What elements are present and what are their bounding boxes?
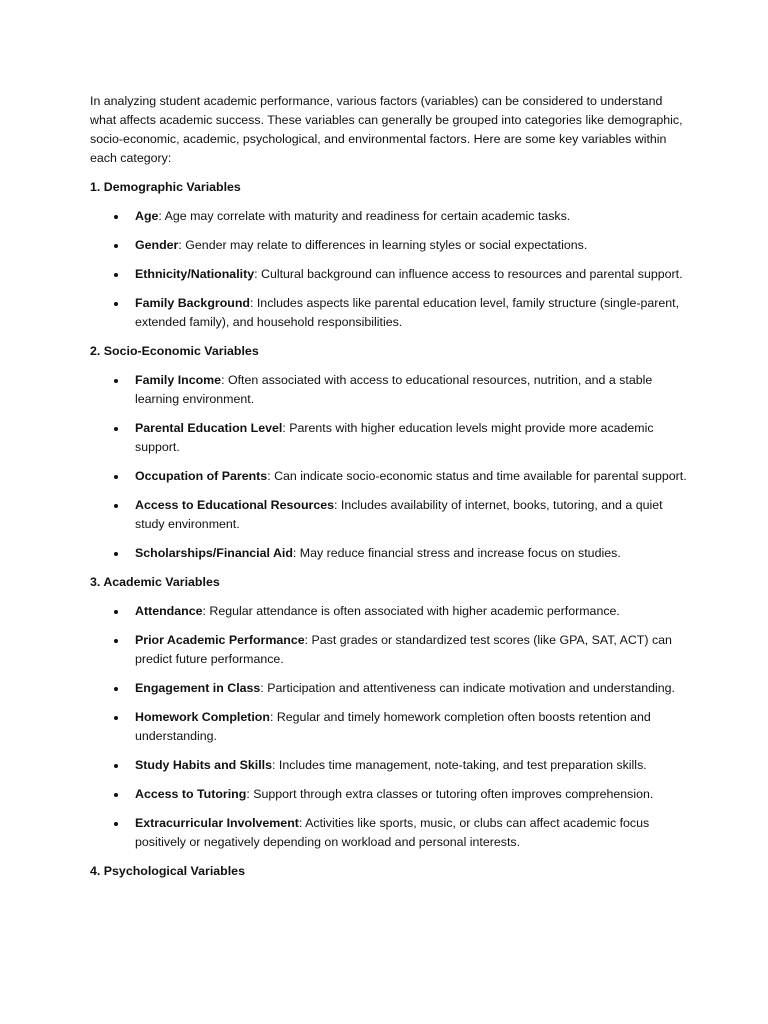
bullet-icon xyxy=(114,379,118,383)
bullet-icon xyxy=(114,687,118,691)
item-term: Family Background xyxy=(135,296,250,310)
item-description: : May reduce financial stress and increase focus on studies. xyxy=(292,546,621,560)
item-term: Age xyxy=(135,209,159,223)
list-item xyxy=(90,371,690,409)
section-heading-demographic: 1. Demographic Variables xyxy=(90,180,241,194)
list-item xyxy=(90,544,690,563)
section-heading-psychological: 4. Psychological Variables xyxy=(90,864,245,878)
item-term: Parental Education Level xyxy=(135,421,283,435)
bullet-icon xyxy=(114,552,118,556)
bullet-list-socio-economic xyxy=(90,371,690,563)
item-description: : Parents with higher education levels might provide more academic support. xyxy=(135,421,654,454)
list-item xyxy=(90,419,690,457)
bullet-icon xyxy=(114,302,118,306)
bullet-icon xyxy=(114,610,118,614)
list-item xyxy=(90,814,690,852)
item-term: Gender xyxy=(135,238,179,252)
item-term: Scholarships/Financial Aid xyxy=(135,546,293,560)
item-description: : Gender may relate to differences in learning styles or social expectations. xyxy=(178,238,588,252)
list-item xyxy=(90,294,690,332)
list-item xyxy=(90,236,690,255)
bullet-icon xyxy=(114,273,118,277)
bullet-icon xyxy=(114,475,118,479)
item-term: Extracurricular Involvement xyxy=(135,816,299,830)
item-description: : Support through extra classes or tutoring often improves comprehension. xyxy=(246,787,654,801)
item-description: : Regular attendance is often associated with higher academic performance. xyxy=(202,604,620,618)
item-term: Access to Tutoring xyxy=(135,787,247,801)
bullet-icon xyxy=(114,716,118,720)
bullet-icon xyxy=(114,639,118,643)
item-term: Access to Educational Resources xyxy=(135,498,335,512)
item-term: Family Income xyxy=(135,373,222,387)
list-item xyxy=(90,265,690,284)
list-item xyxy=(90,785,690,804)
item-description: : Includes aspects like parental education level, family structure (single-parent, extended family), and household responsibilities. xyxy=(135,296,680,329)
section-heading-academic: 3. Academic Variables xyxy=(90,575,220,589)
bullet-icon xyxy=(114,504,118,508)
item-term: Prior Academic Performance xyxy=(135,633,305,647)
intro-paragraph: In analyzing student academic performance, various factors (variables) can be considered to understand what affects academic success. These variables can generally be grouped into categories like demographic, socio-economic, academic, psychological, and environmental factors. Here are some key variables within each category: xyxy=(90,94,683,165)
bullet-list-academic xyxy=(90,602,690,852)
list-item xyxy=(90,207,690,226)
item-term: Homework Completion xyxy=(135,710,270,724)
bullet-icon xyxy=(114,764,118,768)
document-page xyxy=(90,92,690,891)
item-description: : Cultural background can influence access to resources and parental support. xyxy=(254,267,683,281)
item-description: : Regular and timely homework completion often boosts retention and understanding. xyxy=(135,710,651,743)
item-description: : Often associated with access to educational resources, nutrition, and a stable learning environment. xyxy=(135,373,653,406)
bullet-icon xyxy=(114,822,118,826)
list-item xyxy=(90,708,690,746)
list-item xyxy=(90,679,690,698)
list-item xyxy=(90,756,690,775)
list-item xyxy=(90,602,690,621)
item-term: Ethnicity/Nationality xyxy=(135,267,255,281)
list-item xyxy=(90,496,690,534)
item-term: Occupation of Parents xyxy=(135,469,268,483)
item-description: : Activities like sports, music, or clubs can affect academic focus positively or negatively depending on workload and personal interests. xyxy=(135,816,650,849)
item-description: : Past grades or standardized test scores (like GPA, SAT, ACT) can predict future performance. xyxy=(135,633,672,666)
bullet-icon xyxy=(114,244,118,248)
bullet-icon xyxy=(114,793,118,797)
item-description: : Includes availability of internet, books, tutoring, and a quiet study environment. xyxy=(135,498,663,531)
item-term: Study Habits and Skills xyxy=(135,758,273,772)
item-description: : Can indicate socio-economic status and time available for parental support. xyxy=(267,469,687,483)
list-item xyxy=(90,467,690,486)
bullet-icon xyxy=(114,215,118,219)
item-description: : Participation and attentiveness can indicate motivation and understanding. xyxy=(260,681,675,695)
list-item xyxy=(90,631,690,669)
bullet-icon xyxy=(114,427,118,431)
item-description: : Age may correlate with maturity and readiness for certain academic tasks. xyxy=(158,209,571,223)
bullet-list-demographic xyxy=(90,207,690,332)
item-term: Engagement in Class xyxy=(135,681,261,695)
section-heading-socio-economic: 2. Socio-Economic Variables xyxy=(90,344,259,358)
item-term: Attendance xyxy=(135,604,203,618)
item-description: : Includes time management, note-taking, and test preparation skills. xyxy=(272,758,647,772)
